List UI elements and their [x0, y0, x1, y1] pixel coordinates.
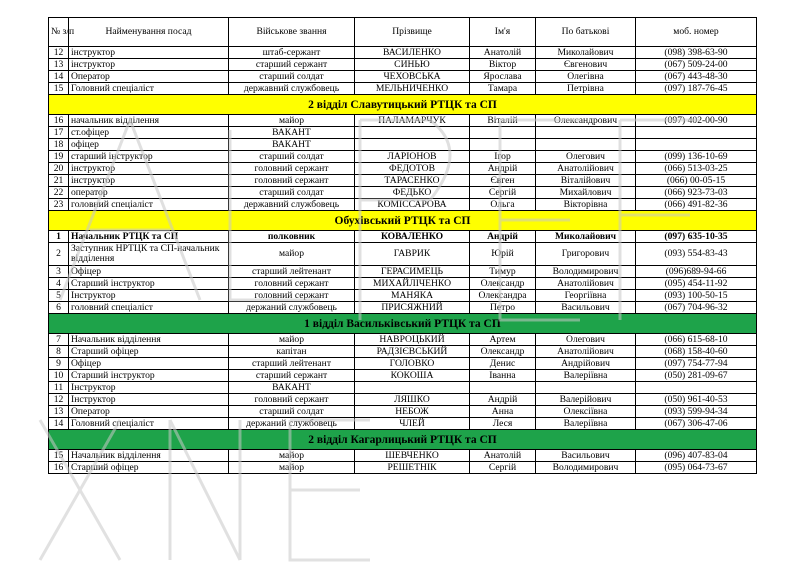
cell-rank: головний сержант	[229, 175, 355, 187]
cell-surname: ПРИСЯЖНИЙ	[355, 302, 470, 314]
table-row	[49, 187, 757, 199]
header-rank: Військове звання	[229, 18, 355, 47]
cell-position: ст.офіцер	[69, 127, 229, 139]
cell-phone: (095) 454-11-92	[636, 278, 757, 290]
cell-position: інструктор	[69, 163, 229, 175]
cell-phone: (096)689-94-66	[636, 266, 757, 278]
cell-surname: КОВАЛЕНКО	[355, 231, 470, 243]
cell-num: 14	[49, 71, 69, 83]
cell-phone: (096) 407-83-04	[636, 450, 757, 462]
cell-surname: КОКОША	[355, 370, 470, 382]
cell-position: Старший офіцер	[69, 346, 229, 358]
cell-phone: (066) 615-68-10	[636, 334, 757, 346]
table-row	[49, 290, 757, 302]
table-row	[49, 139, 757, 151]
cell-name: Юрій	[470, 243, 536, 266]
cell-position: Начальник відділення	[69, 334, 229, 346]
cell-phone: (097) 754-77-94	[636, 358, 757, 370]
cell-rank: майор	[229, 115, 355, 127]
cell-name	[470, 127, 536, 139]
cell-num: 1	[49, 231, 69, 243]
cell-num: 18	[49, 139, 69, 151]
cell-patronymic: Анатолійович	[536, 346, 636, 358]
cell-num: 19	[49, 151, 69, 163]
cell-name: Олександр	[470, 278, 536, 290]
cell-position: Старший інструктор	[69, 278, 229, 290]
cell-position: Інструктор	[69, 290, 229, 302]
cell-num: 15	[49, 83, 69, 95]
cell-num: 8	[49, 346, 69, 358]
cell-rank: старший солдат	[229, 406, 355, 418]
cell-position: Старший офіцер	[69, 462, 229, 474]
cell-name: Андрій	[470, 394, 536, 406]
table-row	[49, 115, 757, 127]
table-row	[49, 163, 757, 175]
cell-position: інструктор	[69, 59, 229, 71]
cell-rank: старший солдат	[229, 151, 355, 163]
cell-phone	[636, 127, 757, 139]
table-row	[49, 382, 757, 394]
cell-surname: НЕБОЖ	[355, 406, 470, 418]
cell-rank: штаб-сержант	[229, 47, 355, 59]
cell-num: 21	[49, 175, 69, 187]
cell-name: Віталій	[470, 115, 536, 127]
cell-position: Оператор	[69, 406, 229, 418]
cell-position: Начальник відділення	[69, 450, 229, 462]
cell-patronymic: Віталійович	[536, 175, 636, 187]
table-row	[49, 406, 757, 418]
section-header-row	[49, 211, 757, 231]
cell-name: Тимур	[470, 266, 536, 278]
cell-surname: СИНЬЮ	[355, 59, 470, 71]
cell-position: інструктор	[69, 175, 229, 187]
cell-phone: (093) 100-50-15	[636, 290, 757, 302]
cell-rank: майор	[229, 462, 355, 474]
cell-name: Петро	[470, 302, 536, 314]
cell-patronymic	[536, 139, 636, 151]
cell-rank: старший сержант	[229, 370, 355, 382]
table-row	[49, 346, 757, 358]
cell-patronymic	[536, 382, 636, 394]
cell-name: Ярослава	[470, 71, 536, 83]
cell-rank: ВАКАНТ	[229, 127, 355, 139]
cell-patronymic: Георгіївна	[536, 290, 636, 302]
cell-position: оператор	[69, 187, 229, 199]
section-header-row	[49, 95, 757, 115]
cell-patronymic: Олексіївна	[536, 406, 636, 418]
cell-rank: полковник	[229, 231, 355, 243]
cell-phone: (066) 491-82-36	[636, 199, 757, 211]
cell-surname: ПАЛАМАРЧУК	[355, 115, 470, 127]
cell-phone: (097) 187-76-45	[636, 83, 757, 95]
cell-num: 14	[49, 418, 69, 430]
header-name: Ім'я	[470, 18, 536, 47]
cell-name: Леся	[470, 418, 536, 430]
cell-position: Інструктор	[69, 394, 229, 406]
cell-surname	[355, 382, 470, 394]
cell-phone: (066) 513-03-25	[636, 163, 757, 175]
cell-rank: держаний службовець	[229, 302, 355, 314]
cell-num: 16	[49, 462, 69, 474]
cell-position: старший інструктор	[69, 151, 229, 163]
cell-patronymic	[536, 127, 636, 139]
cell-position: Головний спеціаліст	[69, 418, 229, 430]
cell-position: Старший інструктор	[69, 370, 229, 382]
cell-phone: (067) 509-24-00	[636, 59, 757, 71]
header-position: Найменування посад	[69, 18, 229, 47]
cell-rank: старший лейтенант	[229, 266, 355, 278]
cell-position: інструктор	[69, 47, 229, 59]
cell-patronymic: Володимирович	[536, 462, 636, 474]
cell-num: 12	[49, 47, 69, 59]
table-row	[49, 243, 757, 266]
cell-surname: РАДЗІЄВСЬКИЙ	[355, 346, 470, 358]
cell-num: 13	[49, 59, 69, 71]
cell-name: Ігор	[470, 151, 536, 163]
cell-patronymic: Євгенович	[536, 59, 636, 71]
header-num: № з/п	[49, 18, 69, 47]
cell-name	[470, 382, 536, 394]
cell-patronymic: Володимирович	[536, 266, 636, 278]
header-row	[49, 18, 757, 47]
cell-rank: головний сержант	[229, 278, 355, 290]
cell-patronymic: Олегович	[536, 151, 636, 163]
table-row	[49, 370, 757, 382]
cell-surname: КОМІССАРОВА	[355, 199, 470, 211]
cell-surname: НАВРОЦЬКИЙ	[355, 334, 470, 346]
cell-rank: державний службовець	[229, 199, 355, 211]
cell-name: Артем	[470, 334, 536, 346]
cell-position: Заступник НРТЦК та СП-начальник відділення	[69, 243, 229, 266]
header-patronymic: По батькові	[536, 18, 636, 47]
cell-rank: головний сержант	[229, 394, 355, 406]
table-row	[49, 199, 757, 211]
cell-name: Олександра	[470, 290, 536, 302]
cell-surname: МАНЯКА	[355, 290, 470, 302]
cell-rank: старший сержант	[229, 59, 355, 71]
cell-phone: (095) 064-73-67	[636, 462, 757, 474]
cell-rank: майор	[229, 334, 355, 346]
cell-num: 7	[49, 334, 69, 346]
cell-position: головний спеціаліст	[69, 199, 229, 211]
cell-position: Начальник РТЦК та СП	[69, 231, 229, 243]
cell-num: 4	[49, 278, 69, 290]
table-row	[49, 302, 757, 314]
cell-rank: ВАКАНТ	[229, 139, 355, 151]
section-title: Обухівський РТЦК та СП	[49, 211, 757, 231]
cell-num: 15	[49, 450, 69, 462]
cell-name: Ольга	[470, 199, 536, 211]
cell-surname: ТАРАСЕНКО	[355, 175, 470, 187]
section-title: 1 відділ Васильківський РТЦК та СП	[49, 314, 757, 334]
cell-rank: держаний службовець	[229, 418, 355, 430]
cell-patronymic: Валеріївна	[536, 418, 636, 430]
cell-phone: (066) 00-05-15	[636, 175, 757, 187]
cell-patronymic: Валерійович	[536, 394, 636, 406]
cell-rank: майор	[229, 450, 355, 462]
cell-rank: ВАКАНТ	[229, 382, 355, 394]
cell-surname: ГЕРАСИМЕЦЬ	[355, 266, 470, 278]
cell-position: Інструктор	[69, 382, 229, 394]
personnel-table	[48, 17, 757, 474]
cell-phone: (097) 402-00-90	[636, 115, 757, 127]
cell-rank: майор	[229, 243, 355, 266]
cell-surname: ЧЕХОВСЬКА	[355, 71, 470, 83]
cell-surname: ФЕДОТОВ	[355, 163, 470, 175]
table-row	[49, 450, 757, 462]
cell-phone: (050) 281-09-67	[636, 370, 757, 382]
table-row	[49, 71, 757, 83]
cell-patronymic: Михайлович	[536, 187, 636, 199]
cell-name: Андрій	[470, 163, 536, 175]
cell-surname: ЛАРІОНОВ	[355, 151, 470, 163]
cell-name: Сергій	[470, 462, 536, 474]
section-header-row	[49, 314, 757, 334]
cell-num: 13	[49, 406, 69, 418]
cell-rank: старший солдат	[229, 71, 355, 83]
cell-num: 22	[49, 187, 69, 199]
table-row	[49, 334, 757, 346]
cell-surname: ГОЛОВКО	[355, 358, 470, 370]
table-row	[49, 231, 757, 243]
cell-phone: (097) 635-10-35	[636, 231, 757, 243]
table-row	[49, 175, 757, 187]
cell-patronymic: Миколайович	[536, 47, 636, 59]
cell-surname: ФЕДЬКО	[355, 187, 470, 199]
section-header-row	[49, 430, 757, 450]
cell-name: Іванна	[470, 370, 536, 382]
table-row	[49, 266, 757, 278]
cell-patronymic: Васильович	[536, 302, 636, 314]
cell-phone	[636, 139, 757, 151]
cell-phone: (099) 136-10-69	[636, 151, 757, 163]
cell-phone: (068) 158-40-60	[636, 346, 757, 358]
table-row	[49, 47, 757, 59]
table-row	[49, 151, 757, 163]
cell-patronymic: Олегович	[536, 334, 636, 346]
cell-rank: капітан	[229, 346, 355, 358]
cell-phone: (067) 704-96-32	[636, 302, 757, 314]
cell-num: 11	[49, 382, 69, 394]
cell-patronymic: Петрівна	[536, 83, 636, 95]
cell-phone: (067) 443-48-30	[636, 71, 757, 83]
cell-name: Денис	[470, 358, 536, 370]
cell-phone	[636, 382, 757, 394]
cell-surname: ЧЛЕЙ	[355, 418, 470, 430]
table-row	[49, 127, 757, 139]
cell-surname: ЛЯШКО	[355, 394, 470, 406]
cell-num: 6	[49, 302, 69, 314]
cell-position: Оператор	[69, 71, 229, 83]
cell-patronymic: Анатолійович	[536, 163, 636, 175]
cell-phone: (093) 554-83-43	[636, 243, 757, 266]
cell-surname: ШЕВЧЕНКО	[355, 450, 470, 462]
cell-patronymic: Анатолійович	[536, 278, 636, 290]
section-title: 2 відділ Кагарлицький РТЦК та СП	[49, 430, 757, 450]
cell-position: Головний спеціаліст	[69, 83, 229, 95]
cell-phone: (067) 306-47-06	[636, 418, 757, 430]
cell-num: 23	[49, 199, 69, 211]
cell-position: Офіцер	[69, 266, 229, 278]
cell-surname	[355, 127, 470, 139]
cell-name: Віктор	[470, 59, 536, 71]
cell-phone: (066) 923-73-03	[636, 187, 757, 199]
table-row	[49, 59, 757, 71]
cell-name: Олександр	[470, 346, 536, 358]
cell-name	[470, 139, 536, 151]
cell-rank: головний сержант	[229, 290, 355, 302]
table-body	[49, 47, 757, 474]
cell-position: начальник відділення	[69, 115, 229, 127]
table-row	[49, 278, 757, 290]
cell-surname: ВАСИЛЕНКО	[355, 47, 470, 59]
cell-name: Сергій	[470, 187, 536, 199]
cell-num: 16	[49, 115, 69, 127]
cell-patronymic: Андрійович	[536, 358, 636, 370]
table-row	[49, 462, 757, 474]
cell-num: 12	[49, 394, 69, 406]
cell-phone: (098) 398-63-90	[636, 47, 757, 59]
cell-rank: старший солдат	[229, 187, 355, 199]
cell-patronymic: Олександрович	[536, 115, 636, 127]
cell-patronymic: Валеріївна	[536, 370, 636, 382]
cell-surname: ГАВРИК	[355, 243, 470, 266]
cell-position: Офіцер	[69, 358, 229, 370]
cell-rank: головний сержант	[229, 163, 355, 175]
cell-num: 9	[49, 358, 69, 370]
cell-name: Андрій	[470, 231, 536, 243]
cell-name: Тамара	[470, 83, 536, 95]
cell-num: 10	[49, 370, 69, 382]
cell-num: 20	[49, 163, 69, 175]
cell-name: Євген	[470, 175, 536, 187]
section-title: 2 відділ Славутицький РТЦК та СП	[49, 95, 757, 115]
cell-num: 17	[49, 127, 69, 139]
table-row	[49, 83, 757, 95]
cell-phone: (050) 961-40-53	[636, 394, 757, 406]
cell-position: офіцер	[69, 139, 229, 151]
cell-surname	[355, 139, 470, 151]
table-row	[49, 358, 757, 370]
cell-num: 2	[49, 243, 69, 266]
cell-position: головний спеціаліст	[69, 302, 229, 314]
cell-name: Анна	[470, 406, 536, 418]
cell-surname: МЕЛЬНИЧЕНКО	[355, 83, 470, 95]
cell-phone: (093) 599-94-34	[636, 406, 757, 418]
cell-name: Анатолій	[470, 47, 536, 59]
cell-patronymic: Олегівна	[536, 71, 636, 83]
header-phone: моб. номер	[636, 18, 757, 47]
cell-patronymic: Васильович	[536, 450, 636, 462]
cell-patronymic: Григорович	[536, 243, 636, 266]
cell-patronymic: Миколайович	[536, 231, 636, 243]
cell-surname: МИХАЙЛІЧЕНКО	[355, 278, 470, 290]
header-surname: Прізвище	[355, 18, 470, 47]
table-row	[49, 394, 757, 406]
cell-patronymic: Вікторівна	[536, 199, 636, 211]
cell-rank: старший лейтенант	[229, 358, 355, 370]
cell-num: 5	[49, 290, 69, 302]
table-row	[49, 418, 757, 430]
cell-rank: державний службовець	[229, 83, 355, 95]
cell-name: Анатолій	[470, 450, 536, 462]
cell-surname: РЕШЕТНІК	[355, 462, 470, 474]
cell-num: 3	[49, 266, 69, 278]
